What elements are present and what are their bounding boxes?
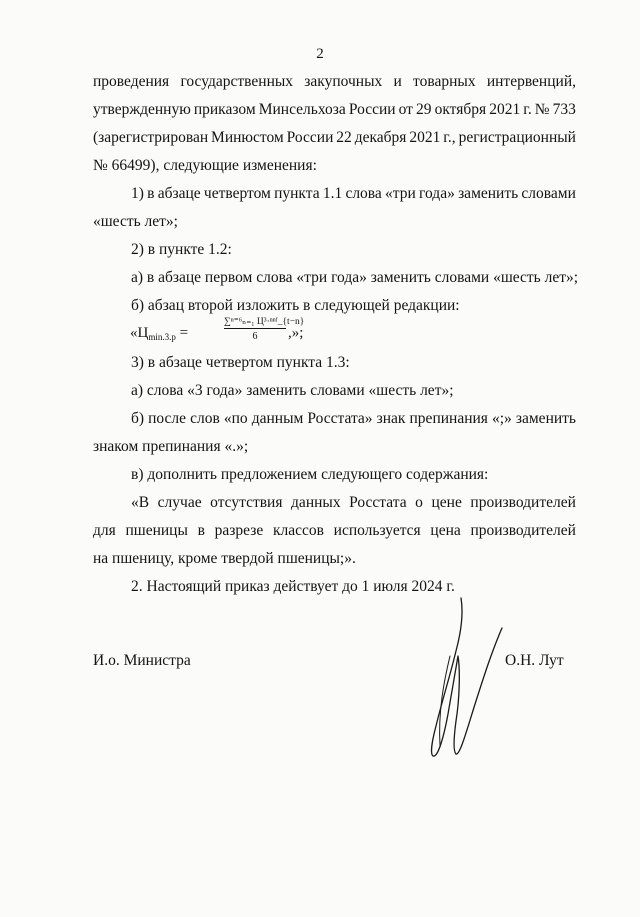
word: г., [443,129,456,146]
word: утвержденную [93,101,191,118]
word: государственных [180,73,294,90]
quote-line-3: на пшеницу, кроме твердой пшеницы;». [93,550,356,567]
clause-2: 2. Настоящий приказ действует до 1 июля 2024 г. [131,578,455,595]
word: 2021 [489,101,521,118]
word: 733 [552,101,576,118]
formula-close: ,»; [288,325,304,341]
word: классов [272,522,324,539]
word: интервенций, [486,73,576,90]
word: данных [291,494,341,511]
body-line-4: № 66499), следующие изменения: [93,157,317,174]
formula-denominator: 6 [252,331,258,342]
formula-equals: = [175,325,189,341]
word: для [93,522,116,539]
word: производителей [470,494,576,511]
word: слов [190,410,220,427]
word: закупочных [304,73,383,90]
word: Росстата [349,494,407,511]
item-3b-line-2: знаком препинания «.»; [93,438,249,455]
word: используется [333,522,421,539]
word: слова [345,185,382,202]
signer-name: О.Н. Лут [505,652,564,669]
item-3b-line-1 [131,410,576,428]
word: 29 [416,101,432,118]
word: данным [251,410,304,427]
item-1-line-2: «шесть лет»; [93,213,178,230]
word: заменить [458,185,519,202]
word: 2021 [409,129,441,146]
page-number: 2 [316,46,324,62]
body-line-1 [93,73,576,91]
word: 1) [131,185,144,202]
word: «три [385,185,416,202]
item-2b: б) абзац второй изложить в следующей редакции: [131,297,460,314]
word: абзаце [157,185,201,202]
word: России [286,129,334,146]
word: 1.1 [322,185,343,202]
handwritten-signature [420,596,510,762]
word: разрезе [214,522,264,539]
signer-position: И.о. Министра [93,652,191,669]
word: приказом [193,101,256,118]
body-line-3 [93,129,576,147]
word: проведения [93,73,170,90]
word: заменить [515,410,576,427]
word: пшеницы [125,522,188,539]
word: товарных [413,73,476,90]
word: случае [157,494,202,511]
quote-line-2 [93,522,576,540]
word: Росстата» [307,410,373,427]
item-2: 2) в пункте 1.2: [131,241,232,258]
item-1-line-1 [131,185,576,203]
word: от [398,101,413,118]
formula-open: «Ц [130,325,149,341]
word: России [348,101,396,118]
word: октября [434,101,487,118]
word: отсутствия [210,494,283,511]
word: № [534,101,550,118]
formula-numerator: ∑ⁿ⁼⁶ₙ₌₁ Ц³·ⁿⁿᶠ_{t−n} [224,317,305,327]
item-3c: в) дополнить предложением следующего содержания: [131,466,489,483]
item-3: 3) в абзаце четвертом пункта 1.3: [131,354,350,371]
item-3a: а) слова «3 года» заменить словами «шесть лет»; [131,382,454,399]
body-line-2 [93,101,576,119]
word: регистрационный [458,129,576,146]
item-2a: а) в абзаце первом слова «три года» заменить словами «шесть лет»; [131,269,579,286]
formula-left-side [130,325,188,342]
word: препинания [409,410,488,427]
word: года» [419,185,455,202]
word: и [393,73,402,90]
formula-subscript: min.3.р [148,332,176,342]
word: цене [431,494,462,511]
quote-line-1 [131,494,576,512]
word: пункта [274,185,320,202]
word: «;» [492,410,512,427]
word: словами [521,185,576,202]
word: г. [523,101,532,118]
word: «В [131,494,150,511]
formula-fraction [224,316,305,342]
word: цена [430,522,461,539]
word: декабря [354,129,407,146]
word: 22 [336,129,352,146]
word: после [148,410,187,427]
word: о [415,494,423,511]
word: производителей [470,522,576,539]
word: в [147,185,155,202]
word: Минсельхоза [258,101,346,118]
word: б) [131,410,145,427]
word: Минюстом [211,129,284,146]
word: (зарегистрирован [93,129,209,146]
word: «по [223,410,248,427]
word: в [197,522,205,539]
word: знак [376,410,406,427]
word: четвертом [203,185,271,202]
